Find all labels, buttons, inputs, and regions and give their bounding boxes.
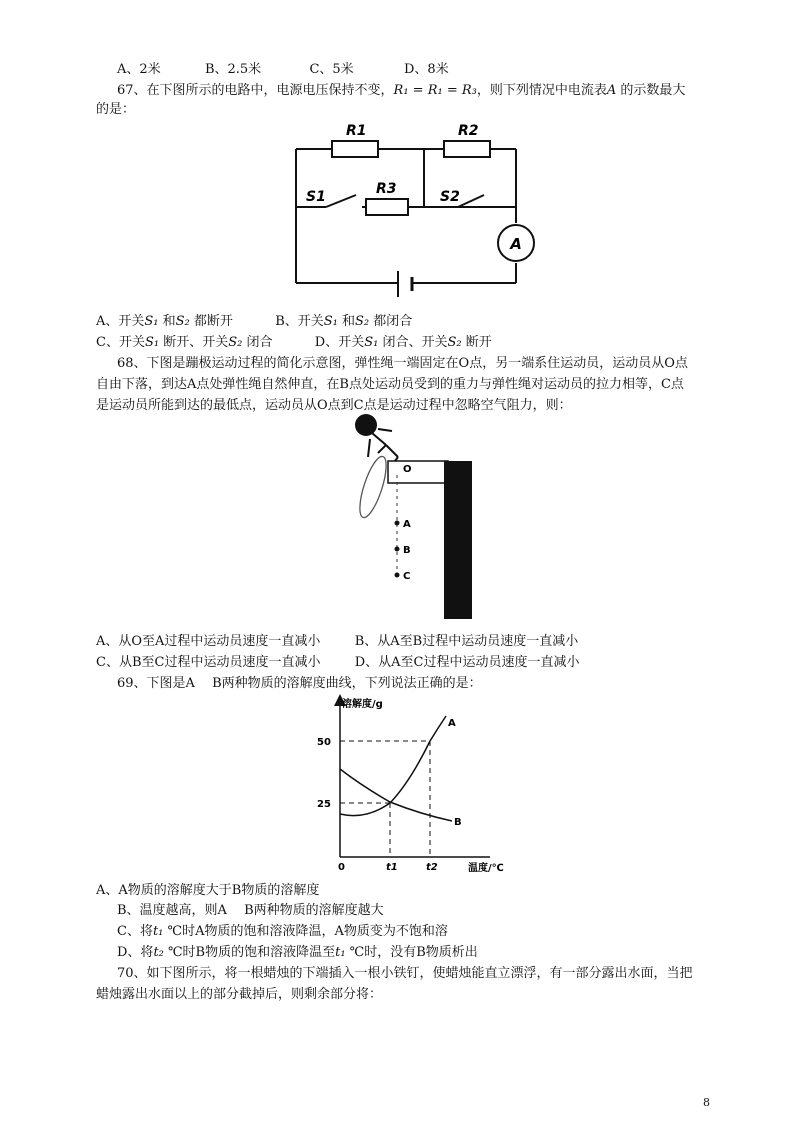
x-tick-t2: t2 <box>426 862 438 873</box>
q69-option-d <box>117 944 478 962</box>
q70-stem-line2: 蜡烛露出水面以上的部分截掉后，则剩余部分将： <box>96 987 383 1002</box>
jumper-head <box>355 414 377 436</box>
y-tick-50: 50 <box>317 737 331 748</box>
q67-option-b-v2: S₂ <box>355 314 370 329</box>
point-b-label: B <box>403 545 411 556</box>
x-tick-t1: t1 <box>386 862 398 873</box>
q67-circuit-diagram <box>280 115 540 305</box>
series-a-curve <box>340 716 446 816</box>
point-b-dot <box>395 547 400 552</box>
q66-options <box>117 61 449 79</box>
q67-ammeter-var: A <box>606 83 617 98</box>
s1-label: S1 <box>306 189 326 205</box>
q69-stem: 69、下图是A B两种物质的溶解度曲线，下列说法正确的是： <box>117 676 482 691</box>
ammeter-label: A <box>510 235 522 253</box>
tower <box>444 461 472 619</box>
x-axis-label: 温度/℃ <box>468 863 504 874</box>
origin-label: 0 <box>338 862 345 873</box>
q68-option-c: C、从B至C过程中运动员速度一直减小 <box>96 655 321 670</box>
q67-option-a-v1: S₁ <box>144 314 159 329</box>
q69-option-d-pre: D、将 <box>117 945 154 960</box>
q68-option-d: D、从A至C过程中运动员速度一直减小 <box>354 655 580 670</box>
q68-option-b: B、从A至B过程中运动员速度一直减小 <box>354 634 579 649</box>
q68-option-a: A、从O至A过程中运动员速度一直减小 <box>96 634 321 649</box>
q67-option-c-post: 闭合 <box>242 335 273 350</box>
q69-option-c <box>117 923 448 941</box>
q67-option-a-pre: A、开关 <box>96 314 145 329</box>
q69-option-c-var: t₁ <box>152 924 164 939</box>
bungee-rope <box>355 454 392 520</box>
series-a-label: A <box>448 718 456 729</box>
q67-option-b-pre: B、开关 <box>275 314 324 329</box>
y-tick-25: 25 <box>317 799 331 810</box>
r3-resistor <box>366 199 408 215</box>
q68-options-row2 <box>96 654 580 672</box>
point-a-label: A <box>403 519 411 530</box>
s2-label: S2 <box>440 189 460 205</box>
r1-resistor <box>332 141 378 157</box>
series-b-curve <box>340 769 452 821</box>
q66-option-d: D、8米 <box>403 62 449 77</box>
q68-bungee-diagram <box>340 405 490 625</box>
r3-label: R3 <box>376 181 397 197</box>
q69-option-c-post: ℃时A物质的饱和溶液降温，A物质变为不饱和溶 <box>163 924 448 939</box>
jumper-figure <box>368 429 398 465</box>
q67-option-c-v2: S₂ <box>228 335 243 350</box>
q67-options-row1 <box>96 313 412 331</box>
q66-option-b: B、2.5米 <box>204 62 262 77</box>
q67-option-d-post: 断开 <box>461 335 492 350</box>
q67-option-d-mid: 闭合、开关 <box>378 335 448 350</box>
q69-option-d-var2: t₁ <box>335 945 346 960</box>
q67-stem <box>117 82 685 100</box>
q67-option-a-v2: S₂ <box>175 314 190 329</box>
q67-option-d-pre: D、开关 <box>314 335 365 350</box>
q67-option-d-v1: S₁ <box>364 335 379 350</box>
q67-formula: R₁ = R₁ = R₃ <box>393 83 477 98</box>
q68-stem-line2: 自由下落，到达A点处弹性绳自然伸直，在B点处运动员受到的重力与弹性绳对运动员的拉力相等，C点 <box>96 377 684 392</box>
jump-platform <box>388 461 448 483</box>
q69-option-c-pre: C、将 <box>117 924 153 939</box>
point-a-dot <box>395 521 400 526</box>
series-b-label: B <box>454 817 462 828</box>
q70-stem-line1: 70、如下图所示，将一根蜡烛的下端插入一根小铁钉，使蜡烛能直立漂浮，有一部分露出水面，当把 <box>117 966 693 981</box>
point-c-label: C <box>403 571 411 582</box>
q68-stem-line1: 68、下图是蹦极运动过程的简化示意图，弹性绳一端固定在O点，另一端系住运动员，运动员从O点 <box>117 356 688 371</box>
q67-stem-line2: 的是： <box>96 102 136 117</box>
q67-option-b-mid: 和 <box>337 314 356 329</box>
q67-stem-text-c: 的示数最大 <box>616 83 686 98</box>
q66-option-c: C、5米 <box>309 62 354 77</box>
r1-label: R1 <box>346 123 367 139</box>
q67-option-a-post: 都断开 <box>189 314 233 329</box>
q67-option-a-mid: 和 <box>158 314 176 329</box>
q67-option-b-post: 都闭合 <box>369 314 413 329</box>
r2-label: R2 <box>458 123 479 139</box>
point-c-dot <box>395 573 400 578</box>
q68-stem-line3: 是运动员所能到达的最低点，运动员从O点到C点是运动过程中忽略空气阻力，则： <box>96 398 572 413</box>
q69-option-d-post: ℃时，没有B物质析出 <box>345 945 478 960</box>
q67-options-row2 <box>96 334 492 352</box>
q67-stem-text-b: ，则下列情况中电流表 <box>476 83 607 98</box>
q67-stem-text: 67、在下图所示的电路中，电源电压保持不变， <box>117 83 394 98</box>
q69-solubility-chart <box>300 690 510 875</box>
q67-option-b-v1: S₁ <box>323 314 338 329</box>
y-axis-label: 溶解度/g <box>342 699 383 710</box>
q69-option-b: B、温度越高，则A B两种物质的溶解度越大 <box>117 903 384 918</box>
r2-resistor <box>444 141 490 157</box>
point-o-label: O <box>403 464 412 475</box>
q66-option-a: A、2米 <box>117 62 161 77</box>
q68-options-row1 <box>96 633 578 651</box>
q69-option-d-var: t₂ <box>153 945 164 960</box>
q67-option-c-pre: C、开关 <box>96 335 145 350</box>
q67-option-d-v2: S₂ <box>447 335 462 350</box>
q67-option-c-v1: S₁ <box>144 335 160 350</box>
page-number: 8 <box>703 1096 710 1109</box>
q69-option-a: A、A物质的溶解度大于B物质的溶解度 <box>96 883 320 898</box>
q67-option-c-mid: 断开、开关 <box>159 335 229 350</box>
q69-option-d-mid: ℃时B物质的饱和溶液降温至 <box>163 945 336 960</box>
